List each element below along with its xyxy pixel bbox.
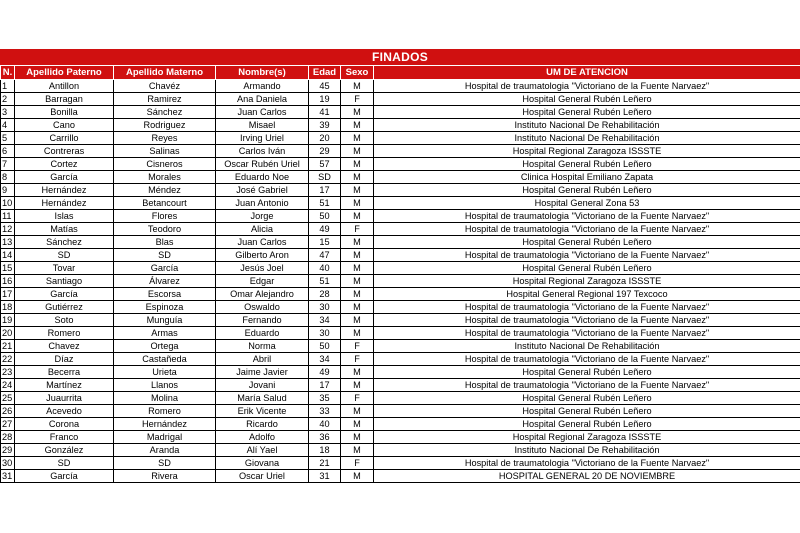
table-row xyxy=(1,262,800,275)
cell-number: 26 xyxy=(1,405,15,418)
cell-um-de-atencion: Hospital de traumatologia "Victoriano de la Fuente Narvaez" xyxy=(374,353,800,366)
cell-sexo: M xyxy=(341,145,374,158)
cell-um-de-atencion: Hospital General Rubén Leñero xyxy=(374,366,800,379)
cell-apellido-materno: Aranda xyxy=(114,444,216,457)
cell-nombres: Giovana xyxy=(216,457,309,470)
cell-apellido-paterno: Carrillo xyxy=(15,132,114,145)
table-row xyxy=(1,223,800,236)
cell-edad: 41 xyxy=(309,106,341,119)
cell-um-de-atencion: Hospital de traumatologia "Victoriano de la Fuente Narvaez" xyxy=(374,80,800,93)
cell-edad: 35 xyxy=(309,392,341,405)
cell-apellido-paterno: Bonilla xyxy=(15,106,114,119)
cell-number: 4 xyxy=(1,119,15,132)
cell-sexo: M xyxy=(341,249,374,262)
cell-number: 15 xyxy=(1,262,15,275)
cell-um-de-atencion: Hospital General Rubén Leñero xyxy=(374,184,800,197)
table-row xyxy=(1,327,800,340)
cell-edad: 51 xyxy=(309,275,341,288)
cell-sexo: M xyxy=(341,314,374,327)
cell-apellido-materno: Betancourt xyxy=(114,197,216,210)
cell-number: 10 xyxy=(1,197,15,210)
cell-number: 1 xyxy=(1,80,15,93)
cell-number: 2 xyxy=(1,93,15,106)
cell-apellido-paterno: González xyxy=(15,444,114,457)
cell-number: 24 xyxy=(1,379,15,392)
cell-nombres: Armando xyxy=(216,80,309,93)
cell-um-de-atencion: Hospital General Rubén Leñero xyxy=(374,93,800,106)
cell-apellido-paterno: Islas xyxy=(15,210,114,223)
cell-nombres: Jesús Joel xyxy=(216,262,309,275)
cell-number: 31 xyxy=(1,470,15,483)
cell-nombres: Fernando xyxy=(216,314,309,327)
column-header-apellido-paterno: Apellido Paterno xyxy=(15,66,114,80)
cell-edad: 29 xyxy=(309,145,341,158)
cell-apellido-materno: Escorsa xyxy=(114,288,216,301)
column-header-sexo: Sexo xyxy=(341,66,374,80)
cell-number: 20 xyxy=(1,327,15,340)
cell-sexo: M xyxy=(341,210,374,223)
cell-edad: 49 xyxy=(309,366,341,379)
cell-edad: 45 xyxy=(309,80,341,93)
cell-number: 14 xyxy=(1,249,15,262)
cell-apellido-paterno: Díaz xyxy=(15,353,114,366)
cell-nombres: Ricardo xyxy=(216,418,309,431)
cell-apellido-paterno: Franco xyxy=(15,431,114,444)
table-row xyxy=(1,171,800,184)
cell-sexo: M xyxy=(341,301,374,314)
cell-apellido-paterno: Barragan xyxy=(15,93,114,106)
cell-edad: 19 xyxy=(309,93,341,106)
cell-nombres: Oswaldo xyxy=(216,301,309,314)
cell-number: 30 xyxy=(1,457,15,470)
cell-apellido-materno: Espinoza xyxy=(114,301,216,314)
cell-sexo: F xyxy=(341,457,374,470)
cell-um-de-atencion: Hospital de traumatologia "Victoriano de la Fuente Narvaez" xyxy=(374,210,800,223)
cell-apellido-paterno: Acevedo xyxy=(15,405,114,418)
table-row xyxy=(1,210,800,223)
cell-number: 16 xyxy=(1,275,15,288)
cell-apellido-paterno: García xyxy=(15,171,114,184)
cell-sexo: M xyxy=(341,431,374,444)
cell-apellido-materno: SD xyxy=(114,457,216,470)
table-row xyxy=(1,119,800,132)
cell-apellido-paterno: Corona xyxy=(15,418,114,431)
cell-number: 21 xyxy=(1,340,15,353)
cell-apellido-paterno: Martínez xyxy=(15,379,114,392)
cell-um-de-atencion: Instituto Nacional De Rehabilitación xyxy=(374,119,800,132)
cell-apellido-paterno: Juaurrita xyxy=(15,392,114,405)
cell-nombres: Norma xyxy=(216,340,309,353)
cell-apellido-materno: Morales xyxy=(114,171,216,184)
cell-number: 29 xyxy=(1,444,15,457)
finados-table xyxy=(0,65,800,483)
table-row xyxy=(1,340,800,353)
cell-sexo: M xyxy=(341,262,374,275)
cell-nombres: Adolfo xyxy=(216,431,309,444)
cell-apellido-paterno: Matías xyxy=(15,223,114,236)
cell-nombres: Ana Daniela xyxy=(216,93,309,106)
cell-number: 13 xyxy=(1,236,15,249)
cell-apellido-paterno: Soto xyxy=(15,314,114,327)
cell-um-de-atencion: Hospital General Rubén Leñero xyxy=(374,418,800,431)
cell-sexo: F xyxy=(341,223,374,236)
cell-um-de-atencion: Hospital de traumatologia "Victoriano de la Fuente Narvaez" xyxy=(374,379,800,392)
cell-edad: 47 xyxy=(309,249,341,262)
table-row xyxy=(1,93,800,106)
cell-um-de-atencion: Hospital General Rubén Leñero xyxy=(374,405,800,418)
cell-edad: 33 xyxy=(309,405,341,418)
cell-nombres: Juan Carlos xyxy=(216,236,309,249)
cell-um-de-atencion: Clinica Hospital Emiliano Zapata xyxy=(374,171,800,184)
cell-apellido-materno: Molina xyxy=(114,392,216,405)
cell-sexo: M xyxy=(341,379,374,392)
cell-nombres: Abril xyxy=(216,353,309,366)
cell-nombres: Eduardo xyxy=(216,327,309,340)
cell-edad: 39 xyxy=(309,119,341,132)
table-row xyxy=(1,145,800,158)
cell-apellido-paterno: Antillon xyxy=(15,80,114,93)
cell-apellido-materno: Hernández xyxy=(114,418,216,431)
cell-um-de-atencion: Hospital General Rubén Leñero xyxy=(374,392,800,405)
cell-um-de-atencion: Instituto Nacional De Rehabilitación xyxy=(374,132,800,145)
cell-sexo: M xyxy=(341,366,374,379)
cell-apellido-materno: Flores xyxy=(114,210,216,223)
cell-nombres: Jovani xyxy=(216,379,309,392)
cell-um-de-atencion: Hospital Regional Zaragoza ISSSTE xyxy=(374,145,800,158)
cell-um-de-atencion: Hospital General Rubén Leñero xyxy=(374,236,800,249)
cell-sexo: F xyxy=(341,392,374,405)
cell-sexo: M xyxy=(341,444,374,457)
cell-um-de-atencion: Instituto Nacional De Rehabilitación xyxy=(374,340,800,353)
cell-edad: 50 xyxy=(309,340,341,353)
cell-um-de-atencion: Hospital de traumatologia "Victoriano de la Fuente Narvaez" xyxy=(374,457,800,470)
cell-nombres: Oscar Rubén Uriel xyxy=(216,158,309,171)
cell-nombres: Jaime Javier xyxy=(216,366,309,379)
cell-nombres: Juan Antonio xyxy=(216,197,309,210)
cell-apellido-materno: Armas xyxy=(114,327,216,340)
cell-nombres: Gilberto Aron xyxy=(216,249,309,262)
cell-um-de-atencion: Hospital de traumatologia "Victoriano de la Fuente Narvaez" xyxy=(374,249,800,262)
table-row xyxy=(1,431,800,444)
cell-apellido-materno: Castañeda xyxy=(114,353,216,366)
cell-sexo: M xyxy=(341,418,374,431)
cell-sexo: M xyxy=(341,288,374,301)
cell-nombres: Omar Alejandro xyxy=(216,288,309,301)
cell-nombres: Carlos Iván xyxy=(216,145,309,158)
cell-edad: 17 xyxy=(309,379,341,392)
cell-apellido-paterno: Sánchez xyxy=(15,236,114,249)
cell-edad: 40 xyxy=(309,262,341,275)
cell-apellido-materno: Álvarez xyxy=(114,275,216,288)
cell-apellido-paterno: Santiago xyxy=(15,275,114,288)
cell-sexo: F xyxy=(341,93,374,106)
cell-number: 22 xyxy=(1,353,15,366)
table-row xyxy=(1,470,800,483)
cell-apellido-materno: Salinas xyxy=(114,145,216,158)
cell-sexo: M xyxy=(341,158,374,171)
table-row xyxy=(1,405,800,418)
cell-number: 11 xyxy=(1,210,15,223)
cell-nombres: Eduardo Noe xyxy=(216,171,309,184)
cell-apellido-paterno: Becerra xyxy=(15,366,114,379)
cell-apellido-paterno: García xyxy=(15,288,114,301)
cell-number: 19 xyxy=(1,314,15,327)
cell-um-de-atencion: Hospital General Zona 53 xyxy=(374,197,800,210)
cell-number: 9 xyxy=(1,184,15,197)
cell-number: 3 xyxy=(1,106,15,119)
cell-apellido-paterno: Chavez xyxy=(15,340,114,353)
cell-nombres: José Gabriel xyxy=(216,184,309,197)
table-row xyxy=(1,379,800,392)
column-header-nombres: Nombre(s) xyxy=(216,66,309,80)
cell-sexo: M xyxy=(341,327,374,340)
cell-number: 5 xyxy=(1,132,15,145)
cell-sexo: M xyxy=(341,106,374,119)
cell-sexo: M xyxy=(341,236,374,249)
cell-number: 12 xyxy=(1,223,15,236)
column-header-number: N. xyxy=(1,66,15,80)
cell-um-de-atencion: Hospital General Rubén Leñero xyxy=(374,106,800,119)
cell-nombres: Oscar Uriel xyxy=(216,470,309,483)
cell-sexo: F xyxy=(341,353,374,366)
cell-edad: 30 xyxy=(309,301,341,314)
cell-um-de-atencion: Hospital Regional Zaragoza ISSSTE xyxy=(374,275,800,288)
cell-edad: SD xyxy=(309,171,341,184)
cell-edad: 57 xyxy=(309,158,341,171)
cell-edad: 28 xyxy=(309,288,341,301)
table-row xyxy=(1,418,800,431)
cell-number: 6 xyxy=(1,145,15,158)
cell-apellido-materno: Romero xyxy=(114,405,216,418)
cell-apellido-paterno: Hernández xyxy=(15,197,114,210)
table-row xyxy=(1,132,800,145)
cell-sexo: M xyxy=(341,184,374,197)
cell-number: 17 xyxy=(1,288,15,301)
cell-um-de-atencion: Hospital General Rubén Leñero xyxy=(374,262,800,275)
cell-apellido-materno: Ramirez xyxy=(114,93,216,106)
table-row xyxy=(1,444,800,457)
table-row xyxy=(1,353,800,366)
cell-apellido-paterno: Hernández xyxy=(15,184,114,197)
cell-apellido-materno: Teodoro xyxy=(114,223,216,236)
cell-nombres: Juan Carlos xyxy=(216,106,309,119)
cell-apellido-paterno: Cano xyxy=(15,119,114,132)
cell-sexo: M xyxy=(341,80,374,93)
cell-nombres: María Salud xyxy=(216,392,309,405)
table-row xyxy=(1,314,800,327)
cell-edad: 18 xyxy=(309,444,341,457)
cell-sexo: M xyxy=(341,275,374,288)
table-row xyxy=(1,301,800,314)
cell-apellido-materno: Munguía xyxy=(114,314,216,327)
cell-apellido-materno: Reyes xyxy=(114,132,216,145)
cell-apellido-materno: Llanos xyxy=(114,379,216,392)
cell-apellido-paterno: Cortez xyxy=(15,158,114,171)
cell-nombres: Alí Yael xyxy=(216,444,309,457)
cell-apellido-materno: García xyxy=(114,262,216,275)
cell-um-de-atencion: Hospital de traumatologia "Victoriano de la Fuente Narvaez" xyxy=(374,314,800,327)
column-header-um-de-atencion: UM DE ATENCION xyxy=(374,66,800,80)
cell-apellido-materno: Sánchez xyxy=(114,106,216,119)
cell-nombres: Erik Vicente xyxy=(216,405,309,418)
cell-apellido-paterno: SD xyxy=(15,249,114,262)
cell-number: 28 xyxy=(1,431,15,444)
table-row xyxy=(1,184,800,197)
cell-um-de-atencion: Hospital de traumatologia "Victoriano de la Fuente Narvaez" xyxy=(374,327,800,340)
cell-apellido-materno: Cisneros xyxy=(114,158,216,171)
column-header-edad: Edad xyxy=(309,66,341,80)
cell-number: 18 xyxy=(1,301,15,314)
cell-nombres: Jorge xyxy=(216,210,309,223)
table-title: FINADOS xyxy=(0,49,800,65)
table-row xyxy=(1,457,800,470)
cell-edad: 34 xyxy=(309,314,341,327)
cell-edad: 17 xyxy=(309,184,341,197)
cell-edad: 50 xyxy=(309,210,341,223)
cell-apellido-paterno: García xyxy=(15,470,114,483)
cell-apellido-materno: Méndez xyxy=(114,184,216,197)
cell-sexo: M xyxy=(341,119,374,132)
cell-edad: 51 xyxy=(309,197,341,210)
cell-edad: 21 xyxy=(309,457,341,470)
cell-edad: 30 xyxy=(309,327,341,340)
cell-apellido-materno: Rivera xyxy=(114,470,216,483)
cell-sexo: M xyxy=(341,132,374,145)
cell-apellido-materno: SD xyxy=(114,249,216,262)
cell-nombres: Irving Uriel xyxy=(216,132,309,145)
cell-apellido-materno: Rodriguez xyxy=(114,119,216,132)
column-header-apellido-materno: Apellido Materno xyxy=(114,66,216,80)
cell-apellido-materno: Urieta xyxy=(114,366,216,379)
cell-apellido-paterno: Tovar xyxy=(15,262,114,275)
table-row xyxy=(1,249,800,262)
table-body xyxy=(1,80,800,483)
table-row xyxy=(1,236,800,249)
cell-sexo: M xyxy=(341,470,374,483)
cell-apellido-paterno: Romero xyxy=(15,327,114,340)
cell-edad: 34 xyxy=(309,353,341,366)
table-row xyxy=(1,158,800,171)
cell-apellido-paterno: SD xyxy=(15,457,114,470)
cell-number: 8 xyxy=(1,171,15,184)
table-row xyxy=(1,275,800,288)
cell-um-de-atencion: Hospital Regional Zaragoza ISSSTE xyxy=(374,431,800,444)
cell-edad: 31 xyxy=(309,470,341,483)
cell-sexo: M xyxy=(341,197,374,210)
cell-number: 25 xyxy=(1,392,15,405)
cell-um-de-atencion: HOSPITAL GENERAL 20 DE NOVIEMBRE xyxy=(374,470,800,483)
table-row xyxy=(1,106,800,119)
cell-apellido-paterno: Gutiérrez xyxy=(15,301,114,314)
table-row xyxy=(1,366,800,379)
cell-edad: 15 xyxy=(309,236,341,249)
cell-apellido-materno: Chavéz xyxy=(114,80,216,93)
cell-apellido-paterno: Contreras xyxy=(15,145,114,158)
cell-um-de-atencion: Hospital de traumatologia "Victoriano de la Fuente Narvaez" xyxy=(374,223,800,236)
cell-edad: 36 xyxy=(309,431,341,444)
cell-apellido-materno: Ortega xyxy=(114,340,216,353)
cell-sexo: M xyxy=(341,405,374,418)
cell-nombres: Alicia xyxy=(216,223,309,236)
cell-sexo: F xyxy=(341,340,374,353)
cell-um-de-atencion: Instituto Nacional De Rehabilitación xyxy=(374,444,800,457)
cell-apellido-materno: Blas xyxy=(114,236,216,249)
cell-sexo: M xyxy=(341,171,374,184)
cell-um-de-atencion: Hospital General Regional 197 Texcoco xyxy=(374,288,800,301)
table-row xyxy=(1,288,800,301)
cell-edad: 20 xyxy=(309,132,341,145)
cell-um-de-atencion: Hospital General Rubén Leñero xyxy=(374,158,800,171)
cell-number: 7 xyxy=(1,158,15,171)
cell-number: 23 xyxy=(1,366,15,379)
table-row xyxy=(1,197,800,210)
table-row xyxy=(1,80,800,93)
cell-edad: 49 xyxy=(309,223,341,236)
finados-sheet xyxy=(0,49,800,483)
cell-nombres: Edgar xyxy=(216,275,309,288)
cell-um-de-atencion: Hospital de traumatologia "Victoriano de la Fuente Narvaez" xyxy=(374,301,800,314)
cell-edad: 40 xyxy=(309,418,341,431)
header-row xyxy=(1,66,800,80)
table-row xyxy=(1,392,800,405)
cell-number: 27 xyxy=(1,418,15,431)
cell-nombres: Misael xyxy=(216,119,309,132)
cell-apellido-materno: Madrigal xyxy=(114,431,216,444)
